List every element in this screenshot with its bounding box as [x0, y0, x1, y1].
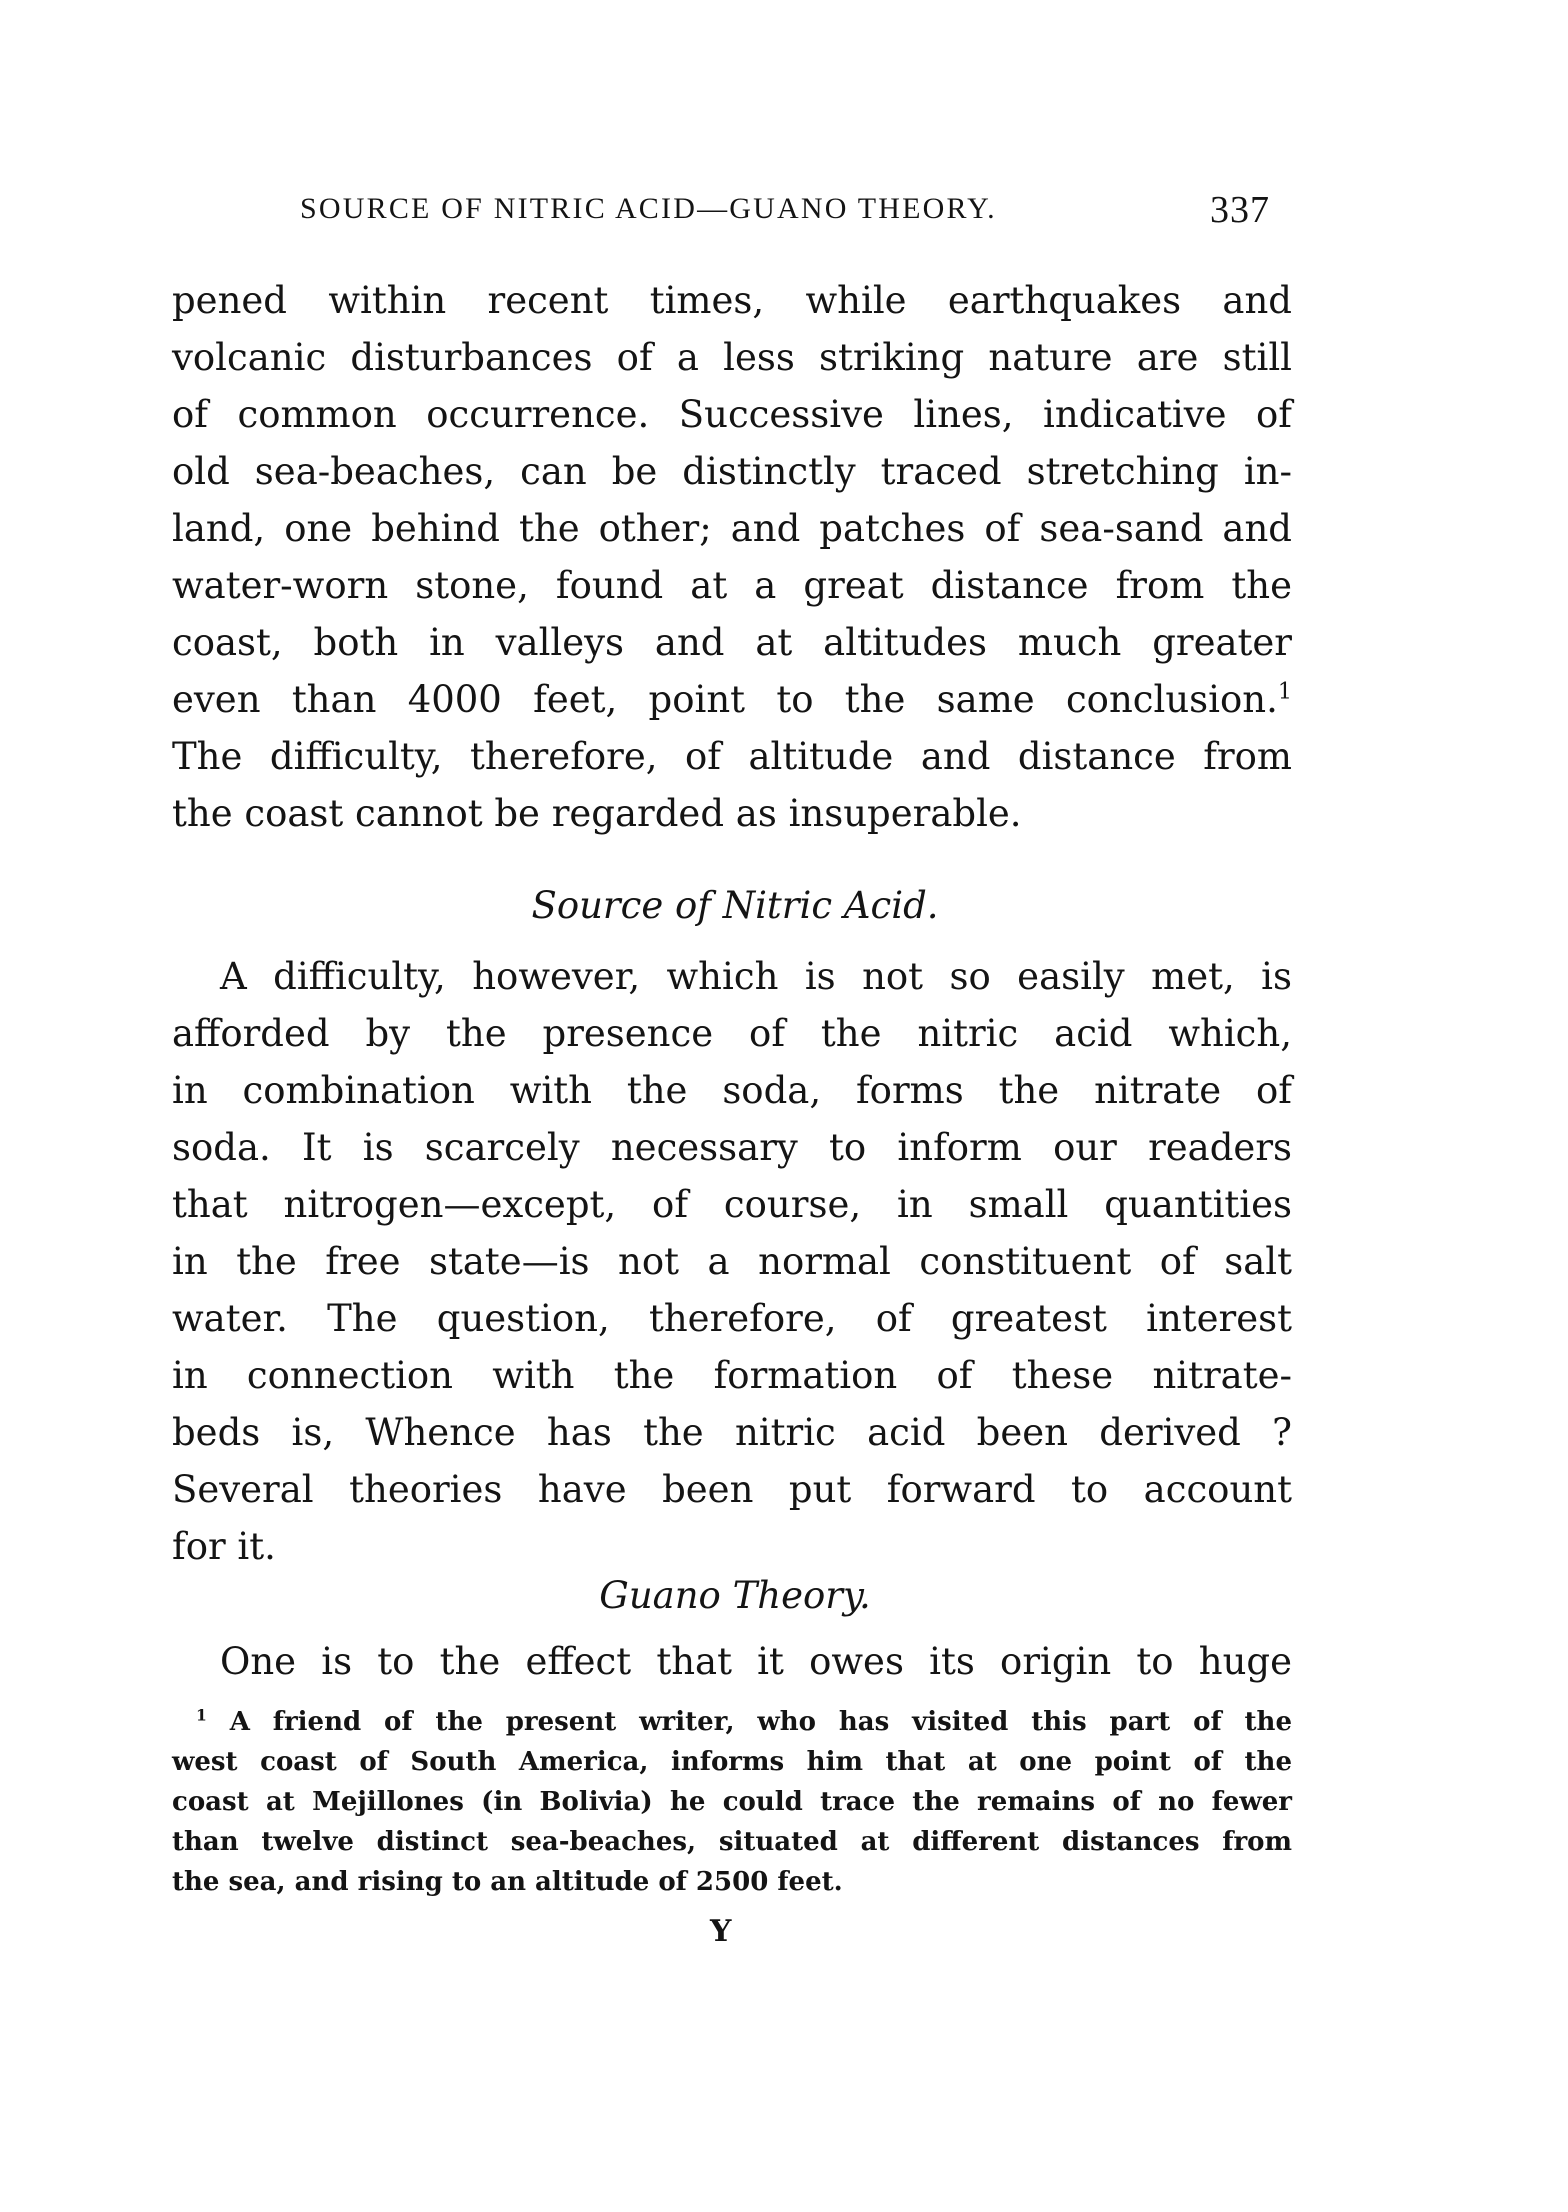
text-line: A difficulty, however, which is not so easily met, is	[220, 955, 1292, 998]
text-line: pened within recent times, while earthquakes and	[172, 279, 1292, 322]
text-line: afforded by the presence of the nitric acid which,	[172, 1012, 1292, 1055]
footnote-line: west coast of South America, informs him that at one point of the	[172, 1747, 1292, 1777]
text-line: the coast cannot be regarded as insuperable.	[172, 792, 1022, 835]
text-line-content: even than 4000 feet, point to the same conclusion.	[172, 678, 1278, 721]
text-line: beds is, Whence has the nitric acid been derived ?	[172, 1411, 1292, 1454]
text-line: that nitrogen—except, of course, in small quantities	[172, 1183, 1292, 1226]
footnote-line: than twelve distinct sea-beaches, situated at different distances from	[172, 1827, 1292, 1857]
footnote-line: the sea, and rising to an altitude of 2500 feet.	[172, 1867, 843, 1897]
footnote-reference: 1	[1277, 678, 1292, 705]
text-line: coast, both in valleys and at altitudes much greater	[172, 621, 1292, 664]
footnote-marker: 1	[196, 1705, 207, 1725]
section-heading-guano-theory: Guano Theory.	[599, 1574, 871, 1617]
text-line: The difficulty, therefore, of altitude and distance from	[172, 735, 1292, 778]
text-line: of common occurrence. Successive lines, indicative of	[172, 393, 1292, 436]
text-line: Several theories have been put forward to account	[172, 1468, 1292, 1511]
page-number: 337	[1210, 189, 1270, 231]
text-line: in the free state—is not a normal constituent of salt	[172, 1240, 1292, 1283]
text-line: water-worn stone, found at a great distance from the	[172, 564, 1292, 607]
text-line: in combination with the soda, forms the nitrate of	[172, 1069, 1292, 1112]
text-line: volcanic disturbances of a less striking nature are still	[172, 336, 1292, 379]
text-line: soda. It is scarcely necessary to inform our readers	[172, 1126, 1292, 1169]
running-head	[300, 188, 1270, 236]
text-line: One is to the effect that it owes its origin to huge	[220, 1640, 1292, 1683]
footnote-line-text: A friend of the present writer, who has visited this part of the	[229, 1707, 1292, 1737]
text-line: for it.	[172, 1525, 276, 1568]
text-line-with-footnote-ref	[172, 672, 1292, 728]
running-title: SOURCE OF NITRIC ACID—GUANO THEORY.	[300, 192, 997, 225]
section-heading-nitric-acid: Source of Nitric Acid.	[531, 884, 939, 927]
text-line: old sea-beaches, can be distinctly traced stretching in-	[172, 450, 1292, 493]
text-line: in connection with the formation of these nitrate-	[172, 1354, 1292, 1397]
signature-mark: Y	[710, 1914, 732, 1949]
footnote-line: coast at Mejillones (in Bolivia) he could trace the remains of no fewer	[172, 1787, 1292, 1817]
footnote-line	[196, 1702, 1292, 1742]
text-line: land, one behind the other; and patches of sea-sand and	[172, 507, 1292, 550]
text-line: water. The question, therefore, of greatest interest	[172, 1297, 1292, 1340]
